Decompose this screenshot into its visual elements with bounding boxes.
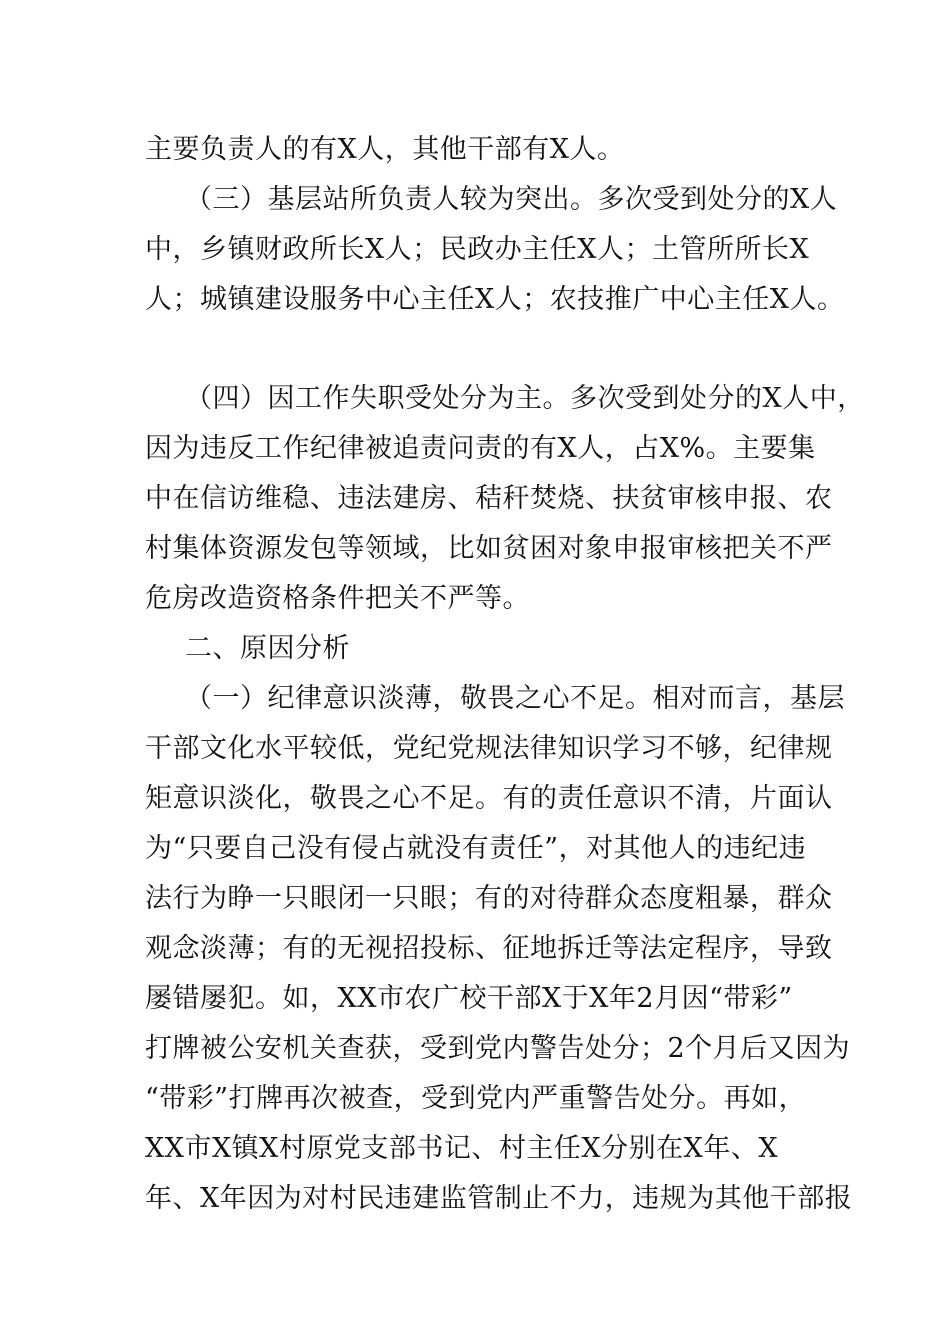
text-line-7: 中在信访维稳、违法建房、秸秆焚烧、扶贫审核申报、农 [145, 483, 833, 514]
section-heading: 二、原因分析 [185, 633, 350, 664]
text-line-14: 为“只要自己没有侵占就没有责任”，对其他人的违纪违 [145, 833, 807, 864]
text-line-8: 村集体资源发包等领域，比如贫困对象申报审核把关不严 [145, 533, 833, 564]
text-line-17: 屡错屡犯。如，XX市农广校干部X于X年2月因“带彩” [145, 983, 793, 1014]
text-line-15: 法行为睁一只眼闭一只眼；有的对待群众态度粗暴，群众 [145, 883, 833, 914]
text-line-13: 矩意识淡化，敬畏之心不足。有的责任意识不清，片面认 [145, 783, 833, 814]
text-line-16: 观念淡薄；有的无视招投标、征地拆迁等法定程序，导致 [145, 933, 833, 964]
text-line-12: 干部文化水平较低，党纪党规法律知识学习不够，纪律规 [145, 733, 833, 764]
text-line-18: 打牌被公安机关查获，受到党内警告处分；2个月后又因为 [145, 1033, 851, 1064]
text-line-2: （三）基层站所负责人较为突出。多次受到处分的X人 [185, 184, 838, 215]
text-line-1: 主要负责人的有X人，其他干部有X人。 [145, 134, 625, 165]
text-line-6: 因为违反工作纪律被追责问责的有X人，占X%。主要集 [145, 433, 816, 464]
text-line-9: 危房改造资格条件把关不严等。 [145, 583, 530, 614]
text-line-19: “带彩”打牌再次被查，受到党内严重警告处分。再如， [145, 1083, 807, 1114]
text-line-20: XX市X镇X村原党支部书记、村主任X分别在X年、X [145, 1133, 779, 1164]
text-line-3: 中，乡镇财政所长X人；民政办主任X人；土管所所长X [145, 234, 810, 265]
text-line-4: 人；城镇建设服务中心主任X人；农技推广中心主任X人。 [145, 284, 845, 315]
text-line-11: （一）纪律意识淡薄，敬畏之心不足。相对而言，基层 [185, 683, 845, 714]
text-line-21: 年、X年因为对村民违建监管制止不力，违规为其他干部报 [145, 1183, 853, 1214]
text-line-5: （四）因工作失职受处分为主。多次受到处分的X人中， [185, 383, 865, 414]
